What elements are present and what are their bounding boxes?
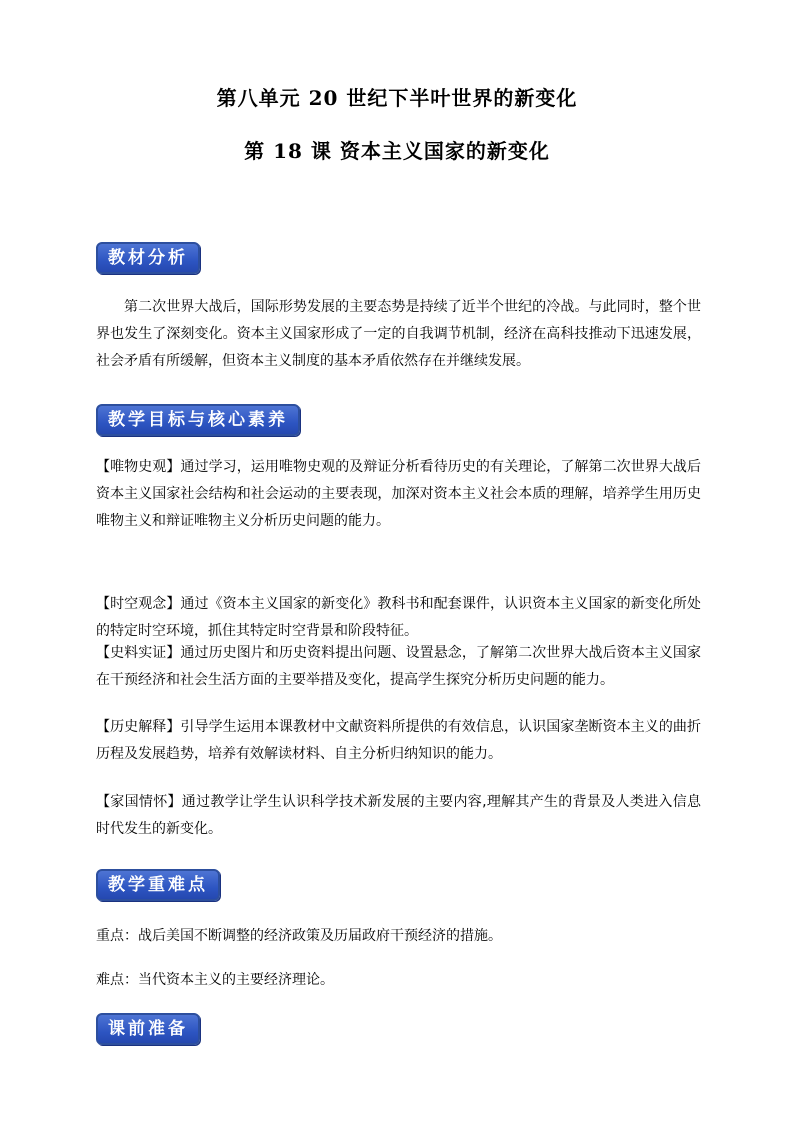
objective-patriotism: 【家国情怀】通过教学让学生认识科学技术新发展的主要内容,理解其产生的背景及人类进入信息时代发生的新变化。 xyxy=(96,794,701,837)
section-heading-key-points: 教学重难点 xyxy=(96,869,220,901)
lesson-title: 第 18 课 资本主义国家的新变化 xyxy=(244,139,550,163)
section-heading-objectives: 教学目标与核心素养 xyxy=(96,404,300,436)
objective-materialism: 【唯物史观】通过学习，运用唯物史观的及辩证分析看待历史的有关理论，了解第二次世界大战后资本主义国家社会结构和社会运动的主要表现，加深对资本主义社会本质的理解，培养学生用历史唯物主义和辩证唯物主义分析历史问题的能力。 xyxy=(96,459,701,529)
difficult-point: 难点：当代资本主义的主要经济理论。 xyxy=(96,972,334,988)
objective-spacetime: 【时空观念】通过《资本主义国家的新变化》教科书和配套课件，认识资本主义国家的新变化所处的特定时空环境，抓住其特定时空背景和阶段特征。 xyxy=(96,596,701,639)
analysis-paragraph: 第二次世界大战后，国际形势发展的主要态势是持续了近半个世纪的冷战。与此同时，整个世界也发生了深刻变化。资本主义国家形成了一定的自我调节机制，经济在高科技推动下迅速发展，社会矛盾有所缓解，但资本主义制度的基本矛盾依然存在并继续发展。 xyxy=(96,299,701,369)
section-heading-preparation: 课前准备 xyxy=(96,1013,200,1045)
unit-title: 第八单元 20 世纪下半叶世界的新变化 xyxy=(216,86,578,110)
objective-interpretation: 【历史解释】引导学生运用本课教材中文献资料所提供的有效信息，认识国家垄断资本主义的曲折历程及发展趋势，培养有效解读材料、自主分析归纳知识的能力。 xyxy=(96,719,701,762)
key-point: 重点：战后美国不断调整的经济政策及历届政府干预经济的措施。 xyxy=(96,928,502,944)
objective-evidence: 【史料实证】通过历史图片和历史资料提出问题、设置悬念，了解第二次世界大战后资本主义国家在干预经济和社会生活方面的主要举措及变化，提高学生探究分析历史问题的能力。 xyxy=(96,645,701,688)
section-heading-analysis: 教材分析 xyxy=(96,242,200,274)
